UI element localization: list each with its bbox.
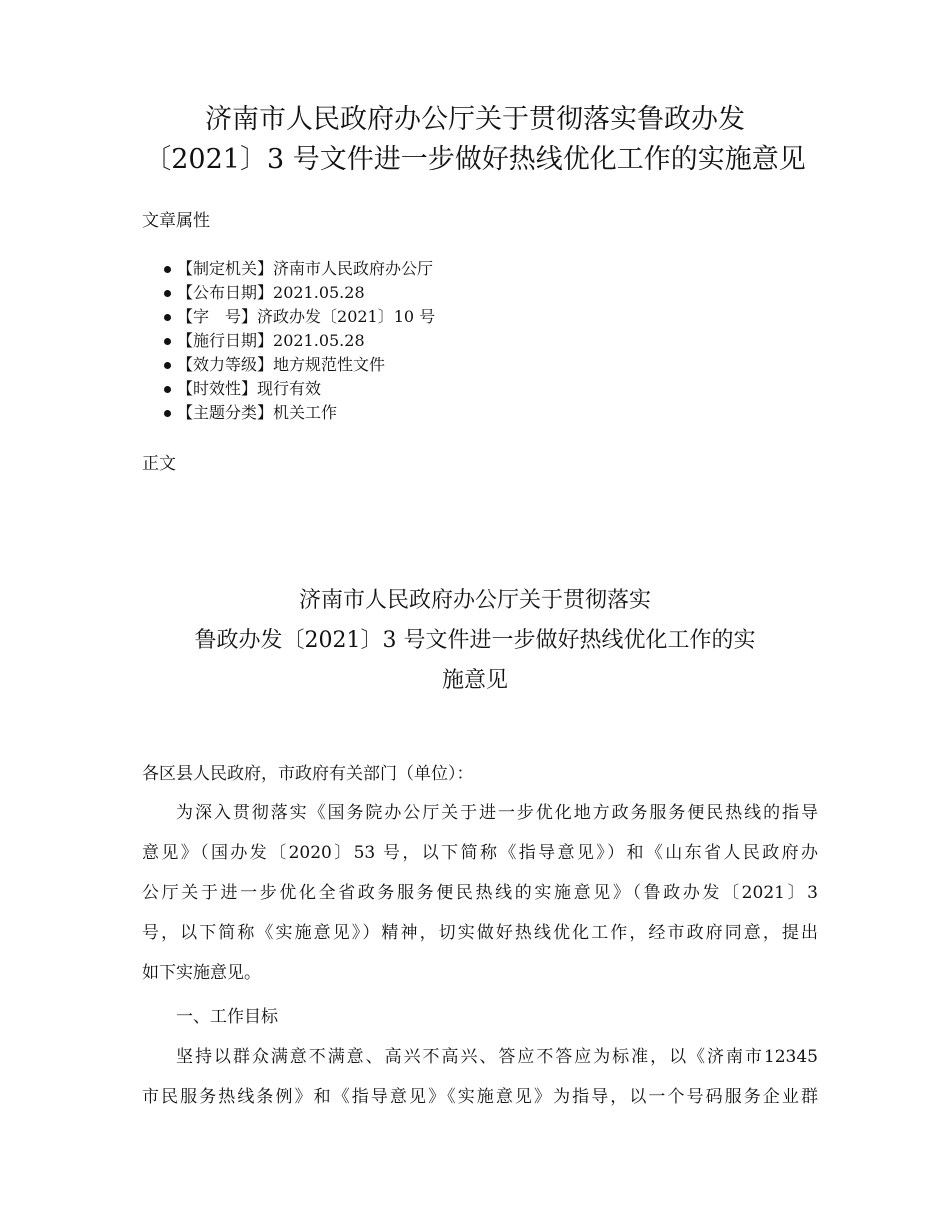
paragraph-line: 坚持以群众满意不满意、高兴不高兴、答应不答应为标准，以《济南市12345 [176,1047,818,1067]
attribute-value: 2021.05.28 [273,283,365,302]
bullet-icon [164,290,171,297]
attribute-value: 济南市人民政府办公厅 [273,259,434,278]
paragraph-intro [142,793,818,993]
paragraph-line: 为深入贯彻落实《国务院办公厅关于进一步优化地方政务服务便民热线的指导 [176,803,818,823]
bullet-icon [164,362,171,369]
salutation: 各区县人民政府，市政府有关部门（单位）： [142,764,474,784]
bullet-icon [164,338,171,345]
paragraph-line: 如下实施意见。 [142,963,261,983]
bullet-icon [164,410,171,417]
attribute-label: 【主题分类】 [177,403,274,422]
attribute-label: 【公布日期】 [177,283,274,302]
paragraph-line: 意见》（国办发〔2020〕53 号，以下简称《指导意见》）和《山东省人民政府办 [142,843,818,863]
attribute-value: 现行有效 [257,379,322,398]
attribute-label: 【制定机关】 [177,259,274,278]
bullet-icon [164,314,171,321]
document-title-line-2: 〔2021〕3 号文件进一步做好热线优化工作的实施意见 [144,144,806,175]
attribute-value: 机关工作 [273,403,338,422]
attributes-heading: 文章属性 [142,211,210,231]
paragraph-line: 公厅关于进一步优化全省政务服务便民热线的实施意见》（鲁政办发〔2021〕3 [142,883,818,903]
body-title-line-1: 济南市人民政府办公厅关于贯彻落实 [298,588,651,613]
document-title [60,100,890,180]
attributes-list [142,257,435,425]
bullet-icon [164,386,171,393]
section-heading-goals [142,997,818,1037]
section-heading-text: 一、工作目标 [176,1007,278,1027]
attribute-label: 【时效性】 [177,379,258,398]
attribute-item [142,281,435,305]
body-heading: 正文 [142,454,176,474]
attribute-label: 【字 号】 [177,307,258,326]
body-title-line-2: 鲁政办发〔2021〕3 号文件进一步做好热线优化工作的实 [194,628,756,653]
attribute-item [142,353,435,377]
paragraph-goals [142,1037,818,1117]
body-title [120,581,830,701]
document-title-line-1: 济南市人民政府办公厅关于贯彻落实鲁政办发 [205,104,745,135]
attribute-item [142,329,435,353]
attribute-label: 【效力等级】 [177,355,274,374]
bullet-icon [164,266,171,273]
attribute-value: 济政办发〔2021〕10 号 [257,307,436,326]
attribute-value: 2021.05.28 [273,331,365,350]
attribute-label: 【施行日期】 [177,331,274,350]
attribute-item [142,257,435,281]
paragraph-line: 市民服务热线条例》和《指导意见》《实施意见》为指导，以一个号码服务企业群 [142,1087,818,1107]
attribute-item [142,401,435,425]
attribute-item [142,305,435,329]
body-title-line-3: 施意见 [441,668,508,693]
paragraph-line: 号，以下简称《实施意见》）精神，切实做好热线优化工作，经市政府同意，提出 [142,923,818,943]
attribute-item [142,377,435,401]
attribute-value: 地方规范性文件 [273,355,386,374]
